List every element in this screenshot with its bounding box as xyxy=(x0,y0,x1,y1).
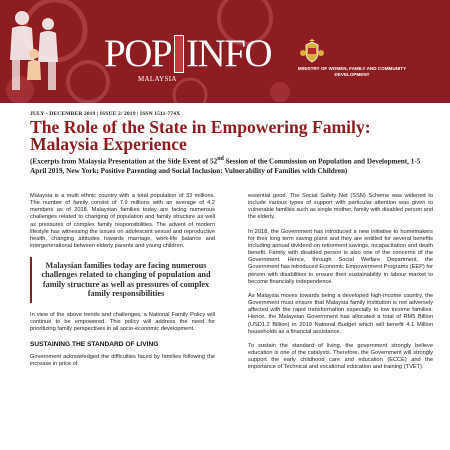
masthead-left: POP xyxy=(104,32,172,75)
section-heading: SUSTAINING THE STANDARD OF LIVING xyxy=(30,340,159,348)
left-column xyxy=(30,193,215,375)
right-column xyxy=(248,193,433,378)
left-paragraph-1: Malaysia is a multi ethnic country with a total population of 33 millions. The number of family consist of 7.9 millions with an average of 4.2 members as of 2018. Malaysian families today are facing numerous challenges related to changing of population and family structure as well as pressures of complex family responsibilities. The advent of modern lifestyle has witnessing the issues on adolescent sexual and reproductive health, changing attitudes towards marriage, work-life balance and intergenerational between elderly parents and young children. xyxy=(30,193,215,250)
issue-line: JULY - DECEMBER 2019 | ISSUE 2/ 2019 | ISSN 1511-774X xyxy=(30,111,181,117)
right-paragraph-4: To sustain the standard of living, the government strongly believe education is one of the catalysts. Therefore, the Government will strongly support the early childhood care and education (ECCE) and the importance of Technical and vocational education and training (TVET). xyxy=(248,342,433,371)
masthead-divider xyxy=(174,35,184,73)
header-banner xyxy=(0,0,450,103)
left-paragraph-3: Government acknowledged the difficulties faced by families following the increase in price of xyxy=(30,353,215,367)
masthead-logo xyxy=(104,32,272,75)
subtitle-part2: Session of the Commission on Population and Development, 1-5 April 2019, New York: Positive Parenting and Social Inclusion: Vulnerability of Families with Children) xyxy=(30,157,421,175)
pull-quote: Malaysian families today are facing numerous challenges related to changing of population and family structure as well as pressures of complex family responsibilities xyxy=(30,257,215,303)
masthead-country: MALAYSIA xyxy=(138,75,177,83)
left-paragraph-2: In view of the above trends and challenges, a National Family Policy will continue to be empowered. This policy will address the need for prioritizing family perspectives in all socio-economic development. xyxy=(30,312,215,333)
right-paragraph-1: essential good. The Social Safety Net (SSN) Scheme was widened to include various types of support with particular attention was given to vulnerable families such as single mother, family with disabled person and the elderly. xyxy=(248,193,433,221)
masthead-right: INFO xyxy=(186,32,272,75)
coat-of-arms-icon xyxy=(299,39,325,65)
right-paragraph-3: As Malaysia moves towards being a developed high-income country, the Government must ensure that Malaysia family institution is not adversely affected with the rapid transformation especially to low income families. Hence, the Malaysian Government has allocated a total of RM5 Billion (USD1.2 Billion) in 2019 National Budget which will benefit 4.1 Million households as a financial assistance. xyxy=(248,292,433,335)
right-paragraph-2: In 2018, the Government has introduced a new initiative to homemakers for their long term saving plans and they are entitled for several benefits including annual dividend on retirement savings, incapacitation and death benefit. Family with disabled person is also one of the concerns of the Government. Hence, through Social Welfare Department, the Government has introduced Economic Empowerment Programs (EEP) for person with disabilities to ensure their sustainability in labour market to become financially independence. xyxy=(248,228,433,285)
subtitle-superscript: nd xyxy=(217,156,224,162)
subtitle-part1: (Excerpts from Malaysia Presentation at the Side Event of 52 xyxy=(30,157,218,166)
ministry-name: MINISTRY OF WOMEN, FAMILY AND COMMUNITY DEVELOPMENT xyxy=(297,66,407,77)
article-title: The Role of the State in Empowering Family: Malaysia Experience xyxy=(30,117,371,154)
family-illustration-icon xyxy=(0,0,70,103)
article-subtitle xyxy=(30,155,430,177)
